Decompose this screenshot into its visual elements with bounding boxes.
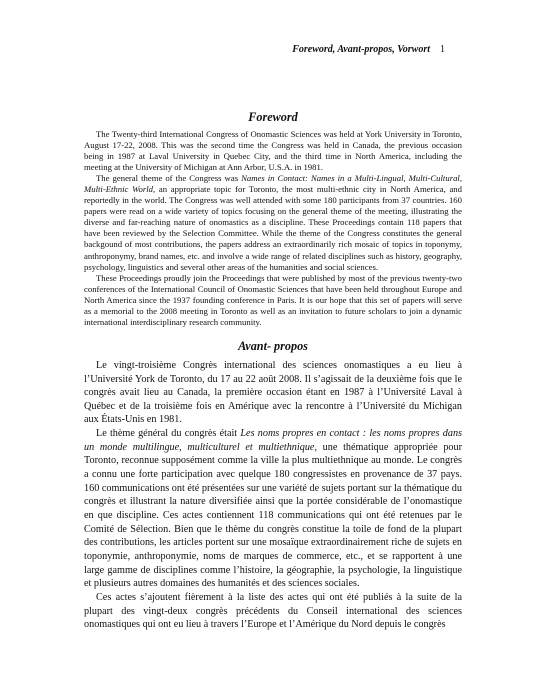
foreword-p2-lead: The general theme of the Congress was [96, 173, 242, 184]
foreword-paragraph-2 [84, 173, 462, 272]
avant-propos-paragraph-1: Le vingt-troisième Congrès international des sciences onomastiques a eu lieu à l’Université York de Toronto, du 17 au 22 août 2008. Il s’agissait de la deuxième fois que le congrès avait lieu au Canada, la première occasion étant en 1987 à l’Université Laval à Québec et de la troisième fois en Amérique avec la rencontre à l’Université du Michigan aux États-Unis en 1981. [84, 359, 462, 426]
avant-propos-section [84, 359, 462, 632]
avant-propos-p2-rest: , une thématique appropriée pour Toronto, reconnue supposément comme la ville la plus multiethnique au monde. Le congrès a connu une forte participation avec quelque 180 congressistes en provenance de 37 pays. 160 communications ont été présentées sur une variété de sujets portant sur la thématique du congrès et illustrant la nature diversifiée ainsi que la portée considérable de l’onomastique en que discipline. Ces actes contiennent 118 communications qui ont été retenues par le Comité de Sélection. Bien que le thème du congrès constitue la toile de fond de la plupart des contributions, les articles portent sur une mosaïque extraordinairement riche de sujets en toponymie, anthroponymie, noms de marques de commerce, etc., et se rapportent à une large gamme de disciplines comme l’histoire, la géographie, la psychologie, la linguistique et plusieurs autres domaines des humanités et des sciences sociales. [84, 441, 462, 590]
foreword-heading: Foreword [248, 110, 298, 124]
foreword-paragraph-1: The Twenty-third International Congress of Onomastic Sciences was held at York University in Toronto, August 17-22, 2008. This was the second time the Congress was held in Canada, the previous occasion being in 1987 at Laval University in Quebec City, and the third time in North America, including the meeting at the University of Michigan at Ann Arbor, U.S.A. in 1981. [84, 129, 462, 173]
avant-propos-paragraph-2 [84, 427, 462, 591]
avant-propos-congress-theme: Les noms propres en contact : les noms propres dans un monde multilingue, multiculturel et multiethnique [84, 428, 462, 453]
running-title: Foreword, Avant-propos, Vorwort [292, 44, 430, 55]
foreword-p2-rest: , an appropriate topic for Toronto, the most multi-ethnic city in North America, and reportedly in the world. The Congress was well attended with some 180 participants from 37 countries. 160 papers were read on a wide variety of topics focusing on the general theme of the meeting, illustrating the diverse and far-reaching nature of onomastics as a discipline. These Proceedings contain 118 papers that have been reviewed by the Selection Committee. While the theme of the Congress constitutes the general backgound of most contributions, the papers address an extraordinarily rich mosaic of topics in toponymy, anthroponymy, brand names, etc. and involve a wide range of related disciplines such as history, geography, psychology, linguistics and several other areas of the humanities and social sciences. [84, 184, 462, 272]
avant-propos-paragraph-3: Ces actes s’ajoutent fièrement à la liste des actes qui ont été publiés à la suite de la plupart des vingt-deux congrès précédents du Conseil international des sciences onomastiques qui ont eu lieu à travers l’Europe et l’Amérique du Nord depuis le congrès [84, 592, 462, 631]
foreword-paragraph-3: These Proceedings proudly join the Proceedings that were published by most of the previous twenty-two conferences of the International Council of Onomastic Sciences that have been held throughout Europe and North America since the 1937 founding conference in Paris. It is our hope that this set of papers will serve as a memorial to the 2008 meeting in Toronto as well as an invitation to future scholars to join a dynamic international interdisciplinary research community. [84, 272, 462, 327]
foreword-section [84, 129, 462, 328]
foreword-congress-theme: Names in Contact: Names in a Multi-Lingual, Multi-Cultural, Multi-Ethnic World [84, 173, 463, 195]
page-number: 1 [440, 44, 445, 55]
running-header [292, 44, 445, 55]
avant-propos-heading: Avant- propos [238, 338, 308, 353]
avant-propos-p2-lead: Le thème général du congrès était [96, 428, 241, 440]
page-content [84, 110, 462, 632]
